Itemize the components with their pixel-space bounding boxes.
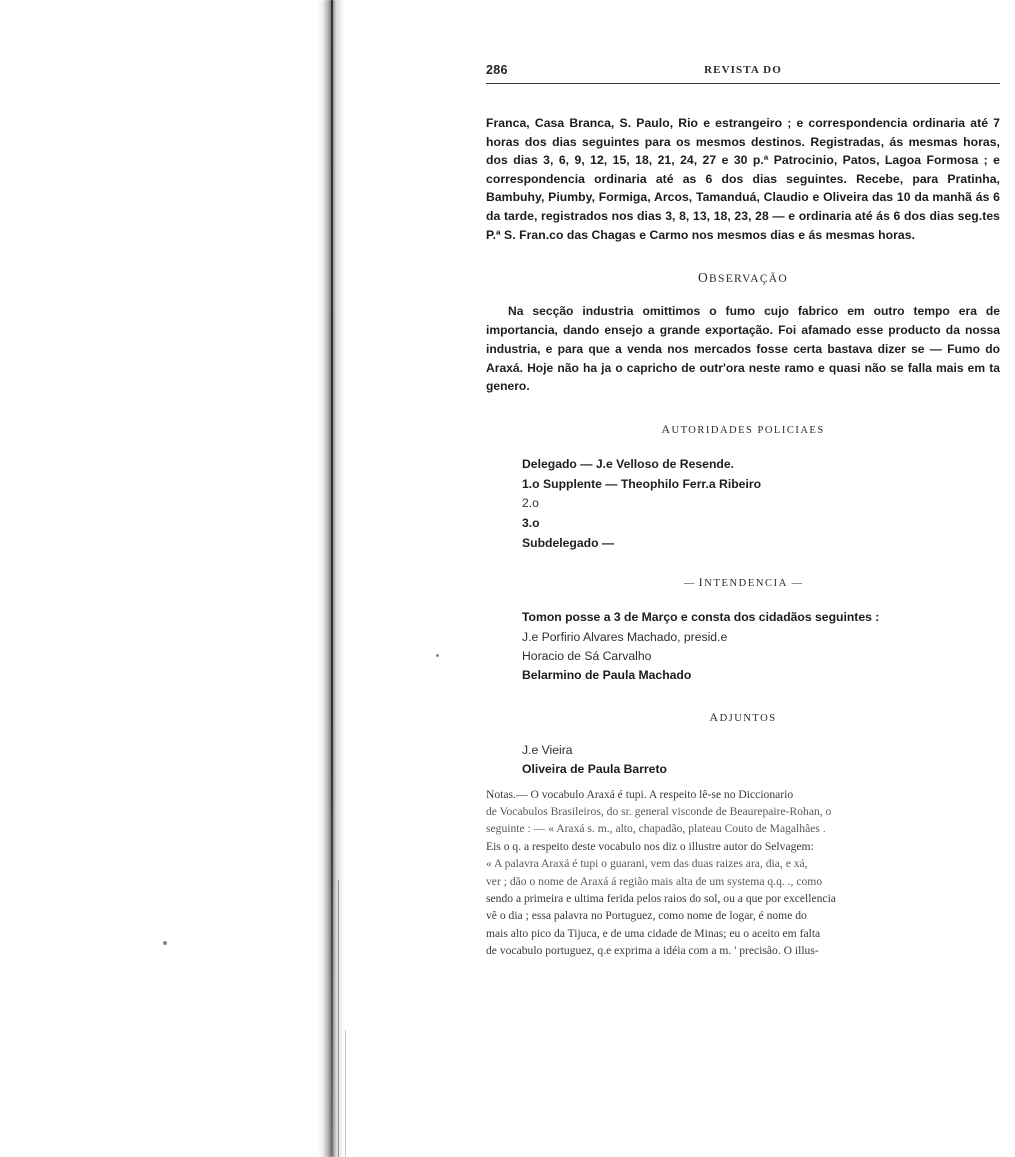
list-item: Oliveira de Paula Barreto bbox=[522, 762, 667, 777]
list-item: Belarmino de Paula Machado bbox=[522, 668, 692, 683]
footnote-line: de Vocabulos Brasileiros, do sr. general visconde de Beaurepaire-Rohan, o bbox=[486, 804, 832, 818]
footnote-line: Notas.— O vocabulo Araxá é tupi. A respeito lê-se no Diccionario bbox=[486, 787, 794, 801]
police-authorities-heading-rest: UTORIDADES POLICIAES bbox=[671, 425, 825, 437]
footnote-line: vê o dia ; essa palavra no Portuguez, como nome de logar, é nome do bbox=[486, 909, 807, 923]
gutter-secondary-line bbox=[338, 880, 339, 1157]
gutter-tertiary-line bbox=[345, 1030, 346, 1157]
gutter-dark-line bbox=[331, 0, 333, 1157]
gutter-smudge bbox=[318, 0, 344, 1157]
footnote-line: ver ; dão o nome de Araxá á região mais alta de um systema q.q. ., como bbox=[486, 874, 823, 888]
page-body bbox=[486, 114, 1000, 960]
police-authorities-heading bbox=[486, 422, 1000, 437]
list-item: Delegado — J.e Velloso de Resende. bbox=[522, 457, 735, 472]
police-authorities-heading-capital: A bbox=[661, 422, 672, 437]
list-item: 2.o bbox=[522, 496, 539, 511]
page-folio-number: 286 bbox=[486, 63, 508, 77]
observation-heading bbox=[486, 270, 1000, 286]
list-item: J.e Porfirio Alvares Machado, presid.e bbox=[522, 629, 728, 644]
footnote-line: « A palavra Araxá é tupi o guarani, vem das duas raizes ara, dia, e xá, bbox=[486, 857, 808, 871]
list-item: J.e Vieira bbox=[522, 742, 573, 757]
scan-speck bbox=[436, 654, 439, 657]
list-item: Horacio de Sá Carvalho bbox=[522, 648, 652, 663]
header-rule bbox=[486, 83, 1000, 84]
footnote-line: de vocabulo portuguez, q.e exprima a idéia com a m. ' precisão. O illus- bbox=[486, 944, 819, 958]
intendencia-heading-capital: I bbox=[698, 575, 705, 590]
page-running-head bbox=[486, 60, 1000, 86]
adjuntos-heading-capital: A bbox=[709, 709, 720, 724]
list-item: 3.o bbox=[522, 515, 540, 530]
intendencia-heading bbox=[486, 575, 1000, 590]
intendencia-heading-rest: NTENDENCIA bbox=[704, 578, 788, 590]
adjuntos-heading-rest: DJUNTOS bbox=[719, 712, 777, 724]
intendencia-intro: Tomon posse a 3 de Março e consta dos cidadãos seguintes : bbox=[522, 610, 880, 625]
observation-paragraph bbox=[486, 302, 1000, 396]
footnote-line: Eis o q. a respeito deste vocabulo nos diz o illustre autor do Selvagem: bbox=[486, 839, 814, 853]
footnote-line: seguinte : — « Araxá s. m., alto, chapadão, plateau Couto de Magalhães . bbox=[486, 822, 826, 836]
footnote-block bbox=[486, 786, 1000, 960]
observation-heading-capital: O bbox=[697, 270, 710, 286]
adjuntos-heading bbox=[486, 710, 1000, 725]
list-item: Subdelegado — bbox=[522, 535, 615, 550]
footnote-line: sendo a primeira e ultima ferida pelos raios do sol, ou a que por excellencia bbox=[486, 891, 836, 905]
intendencia-body bbox=[486, 608, 1000, 686]
observation-heading-rest: BSERVAÇÃO bbox=[709, 273, 788, 286]
scanned-page bbox=[486, 60, 1000, 960]
running-head-title: REVISTA DO bbox=[704, 64, 782, 76]
intendencia-heading-dash-left: — bbox=[683, 578, 695, 590]
adjuntos-body bbox=[486, 741, 1000, 780]
scan-speck bbox=[163, 941, 167, 945]
police-authorities-list bbox=[486, 455, 1000, 553]
scan-binding-gutter bbox=[318, 0, 352, 1157]
intendencia-heading-dash-right: — bbox=[791, 578, 803, 590]
list-item: 1.o Supplente — Theophilo Ferr.a Ribeiro bbox=[522, 476, 762, 491]
observation-paragraph-text: Na secção industria omittimos o fumo cujo fabrico em outro tempo era de importancia, dando ensejo a grande exportação. Foi afamado esse producto da nossa industria, e para que a venda nos mercados fosse certa bastava dizer se — Fumo do Araxá. Hoje não ha ja o capricho de outr'ora neste ramo e quasi não se falla mais em ta genero. bbox=[486, 304, 1000, 394]
footnote-line: mais alto pico da Tijuca, e de uma cidade de Minas; eu o aceito em falta bbox=[486, 926, 821, 940]
opening-paragraph: Franca, Casa Branca, S. Paulo, Rio e estrangeiro ; e correspondencia ordinaria até 7 horas dos dias seguintes para os mesmos destinos. Registradas, ás mesmas horas, dos dias 3, 6, 9, 12, 15, 18, 21, 24, 27 e 30 p.ª Patrocinio, Patos, Lagoa Formosa ; e correspondencia ordinaria até as 6 dos dias seguintes. Recebe, para Pratinha, Bambuhy, Piumby, Formiga, Arcos, Tamanduá, Claudio e Oliveira das 10 da manhã ás 6 da tarde, registrados nos dias 3, 8, 13, 18, 23, 28 — e ordinaria até ás 6 dos dias seg.tes P.ª S. Fran.co das Chagas e Carmo nos mesmos dias e ás mesmas horas. bbox=[486, 116, 1000, 242]
